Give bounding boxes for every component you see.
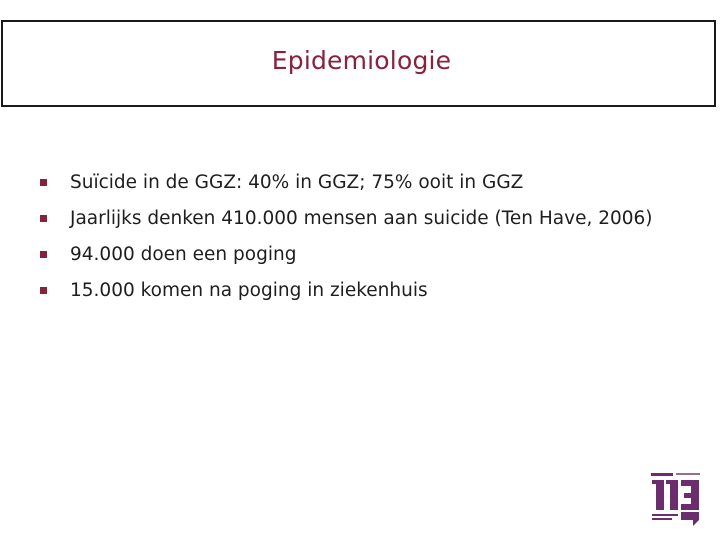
bullet-list — [40, 164, 653, 308]
113-logo-icon — [651, 468, 703, 530]
bullet-item — [40, 164, 653, 200]
square-bullet-icon — [40, 179, 47, 186]
bullet-item — [40, 200, 653, 236]
square-bullet-icon — [40, 215, 47, 222]
113-logo-graphic — [651, 468, 703, 530]
slide-title: Epidemiologie — [271, 46, 452, 75]
square-bullet-icon — [40, 287, 47, 294]
bullet-text: 15.000 komen na poging in ziekenhuis — [70, 279, 428, 301]
bullet-item — [40, 272, 653, 308]
square-bullet-icon — [40, 251, 47, 258]
title-box — [1, 20, 716, 107]
bullet-text: Jaarlijks denken 410.000 mensen aan suicide (Ten Have, 2006) — [70, 207, 653, 229]
bullet-item — [40, 236, 653, 272]
bullet-text: Suïcide in de GGZ: 40% in GGZ; 75% ooit in GGZ — [70, 171, 524, 193]
bullet-text: 94.000 doen een poging — [70, 243, 297, 265]
